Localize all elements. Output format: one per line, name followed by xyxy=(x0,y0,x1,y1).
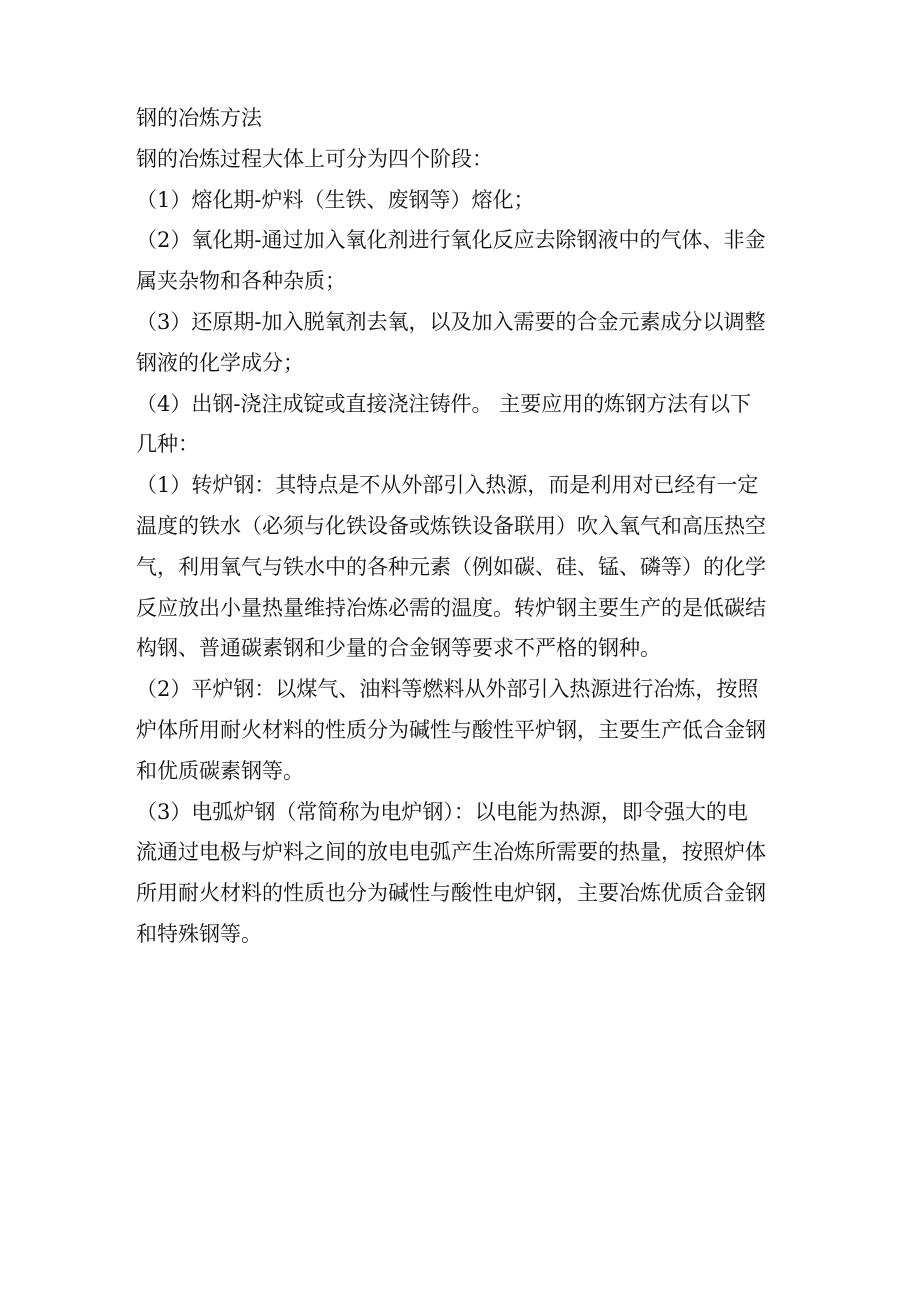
intro-line: 钢的冶炼过程大体上可分为四个阶段： xyxy=(136,146,493,171)
stage-4-line-cont: 几种： xyxy=(136,432,199,457)
arc-furnace-steel-line-4: 和特殊钢等。 xyxy=(136,921,262,946)
converter-steel-line-4: 反应放出小量热量维持冶炼必需的温度。转炉钢主要生产的是低碳结 xyxy=(136,595,766,620)
stage-2-line-cont: 属夹杂物和各种杂质； xyxy=(136,269,346,294)
stage-1-line: （1）熔化期-炉料（生铁、废钢等）熔化； xyxy=(136,187,535,212)
converter-steel-line-5: 构钢、普通碳素钢和少量的合金钢等要求不严格的钢种。 xyxy=(136,636,661,661)
open-hearth-steel-line: （2）平炉钢：以煤气、油料等燃料从外部引入热源进行冶炼，按照 xyxy=(136,677,759,702)
stage-3-line: （3）还原期-加入脱氧剂去氧，以及加入需要的合金元素成分以调整 xyxy=(136,309,766,334)
open-hearth-steel-line-2: 炉体所用耐火材料的性质分为碱性与酸性平炉钢，主要生产低合金钢 xyxy=(136,717,766,742)
arc-furnace-steel-line-2: 流通过电极与炉料之间的放电电弧产生冶炼所需要的热量，按照炉体 xyxy=(136,840,766,865)
open-hearth-steel-line-3: 和优质碳素钢等。 xyxy=(136,758,304,783)
document-body xyxy=(136,98,786,955)
converter-steel-line: （1）转炉钢：其特点是不从外部引入热源，而是利用对已经有一定 xyxy=(136,473,759,498)
stage-4-line: （4）出钢-浇注成锭或直接浇注铸件。 主要应用的炼钢方法有以下 xyxy=(136,391,752,416)
stage-3-line-cont: 钢液的化学成分； xyxy=(136,350,304,375)
stage-2-line: （2）氧化期-通过加入氧化剂进行氧化反应去除钢液中的气体、非金 xyxy=(136,228,766,253)
converter-steel-line-2: 温度的铁水（必须与化铁设备或炼铁设备联用）吹入氧气和高压热空 xyxy=(136,513,766,538)
arc-furnace-steel-line: （3）电弧炉钢（常简称为电炉钢）：以电能为热源，即令强大的电 xyxy=(136,799,748,824)
document-title: 钢的冶炼方法 xyxy=(136,106,262,130)
arc-furnace-steel-line-3: 所用耐火材料的性质也分为碱性与酸性电炉钢，主要冶炼优质合金钢 xyxy=(136,881,766,906)
converter-steel-line-3: 气，利用氧气与铁水中的各种元素（例如碳、硅、锰、磷等）的化学 xyxy=(136,554,766,579)
